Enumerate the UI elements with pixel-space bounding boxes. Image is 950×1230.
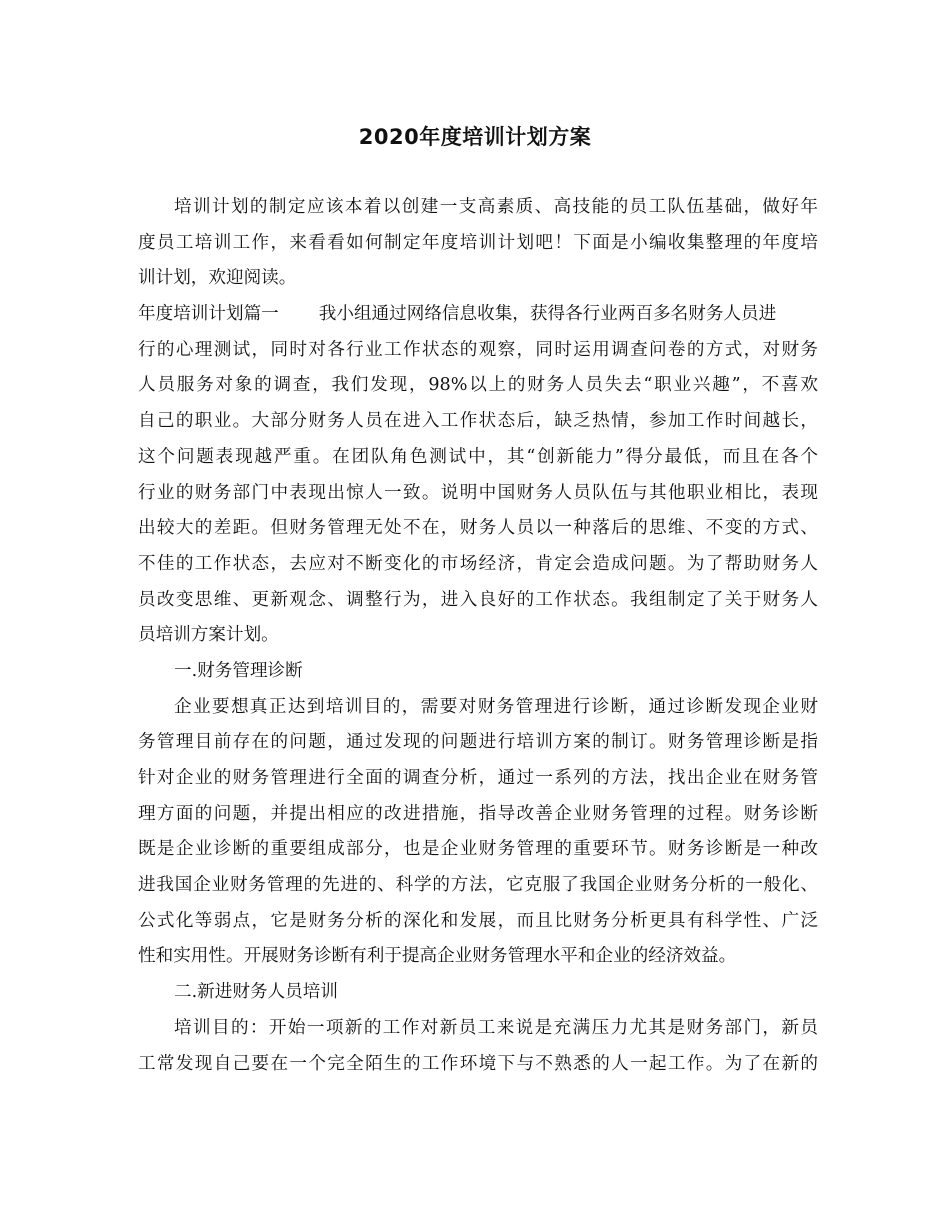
document-body [138,190,818,1082]
paragraph-line: 自己的职业。大部分财务人员在进入工作状态后，缺乏热情，参加工作时间越长， [138,411,818,432]
section-heading: 年度培训计划篇一 [138,304,279,325]
paragraph-line: 企业要想真正达到培训目的，需要对财务管理进行诊断，通过诊断发现企业财 [174,696,818,717]
paragraph-line: 务管理目前存在的问题，通过发现的问题进行培训方案的制订。财务管理诊断是指 [138,732,818,753]
paragraph-line: 人员服务对象的调查，我们发现，98%以上的财务人员失去“职业兴趣”，不喜欢 [138,375,818,396]
paragraph-line: 员培训方案计划。 [138,625,279,646]
paragraph-line: 培训计划的制定应该本着以创建一支高素质、高技能的员工队伍基础，做好年 [174,197,818,217]
section-heading: 一.财务管理诊断 [174,660,303,681]
paragraph-line: 出较大的差距。但财务管理无处不在，财务人员以一种落后的思维、不变的方式、 [138,518,818,539]
paragraph-text: 我小组通过网络信息收集，获得各行业两百多名财务人员进 [318,304,777,325]
paragraph-line: 不佳的工作状态，去应对不断变化的市场经济，肯定会造成问题。为了帮助财务人 [138,553,818,574]
paragraph-line: 公式化等弱点，它是财务分析的深化和发展，而且比财务分析更具有科学性、广泛 [138,910,818,931]
paragraph-line: 员改变思维、更新观念、调整行为，进入良好的工作状态。我组制定了关于财务人 [138,589,818,610]
paragraph-line: 行业的财务部门中表现出惊人一致。说明中国财务人员队伍与其他职业相比，表现 [138,482,818,503]
paragraph-line: 训计划，欢迎阅读。 [138,268,297,289]
section-heading: 二.新进财务人员培训 [174,982,338,1003]
paragraph-line: 既是企业诊断的重要组成部分，也是企业财务管理的重要环节。财务诊断是一种改 [138,839,818,860]
paragraph-line: 进我国企业财务管理的先进的、科学的方法，它克服了我国企业财务分析的一般化、 [138,875,818,896]
section-line [138,297,818,333]
paragraph-line: 性和实用性。开展财务诊断有利于提高企业财务管理水平和企业的经济效益。 [138,946,737,967]
paragraph-line: 理方面的问题，并提出相应的改进措施，指导改善企业财务管理的过程。财务诊断 [138,803,818,824]
paragraph-line: 工常发现自己要在一个完全陌生的工作环境下与不熟悉的人一起工作。为了在新的 [138,1053,818,1074]
paragraph-line: 针对企业的财务管理进行全面的调查分析，通过一系列的方法，找出企业在财务管 [138,768,818,788]
paragraph-line: 行的心理测试，同时对各行业工作状态的观察，同时运用调查问卷的方式，对财务 [138,339,818,360]
document-title: 2020年度培训计划方案 [358,125,592,149]
paragraph-line: 这个问题表现越严重。在团队角色测试中，其“创新能力”得分最低，而且在各个 [138,446,818,467]
paragraph-line: 培训目的：开始一项新的工作对新员工来说是充满压力尤其是财务部门，新员 [174,1017,818,1038]
paragraph-line: 度员工培训工作，来看看如何制定年度培训计划吧！下面是小编收集整理的年度培 [138,232,818,253]
